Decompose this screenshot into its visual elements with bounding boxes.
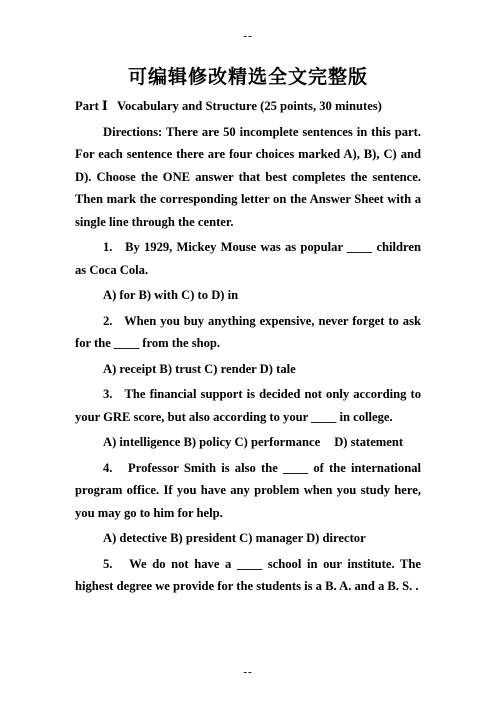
question-5-stem: 5. We do not have a ____ school in our institute. The highest degree we provide for the students is a B. A. and a B. S. .	[75, 556, 425, 593]
question-2-stem: 2. When you buy anything expensive, never forget to ask for the ____ from the shop.	[75, 313, 425, 350]
question-1-options: A) for B) with C) to D) in	[103, 288, 239, 302]
question-3-options	[75, 431, 421, 454]
directions-paragraph: Directions: There are 50 incomplete sentences in this part. For each sentence there are four choices marked A), B), C) and D). Choose the ONE answer that best completes the sentence. Then mark the corresponding letter on the Answer Sheet with a single line through the center.	[75, 124, 421, 229]
question-1-stem: 1. By 1929, Mickey Mouse was as popular ____ children as Coca Cola.	[75, 240, 425, 277]
question-3-options-tail: D) statement	[334, 435, 404, 449]
footer-mark: --	[243, 666, 253, 678]
header-mark: --	[243, 30, 253, 42]
question-3-stem: 3. The financial support is decided not only according to your GRE score, but also according to your ____ in college.	[75, 387, 425, 424]
document-body	[75, 95, 425, 598]
part-heading: Part Ⅰ Vocabulary and Structure (25 points, 30 minutes)	[75, 99, 382, 113]
document-title: 可编辑修改精选全文完整版	[127, 67, 368, 88]
question-4-options: A) detective B) president C) manager D) director	[103, 531, 366, 545]
question-3-options-main: A) intelligence B) policy C) performance	[103, 435, 321, 449]
question-4-stem: 4. Professor Smith is also the ____ of the international program office. If you have any problem when you study here, you may go to him for help.	[75, 460, 425, 520]
question-2-options: A) receipt B) trust C) render D) tale	[103, 361, 296, 376]
